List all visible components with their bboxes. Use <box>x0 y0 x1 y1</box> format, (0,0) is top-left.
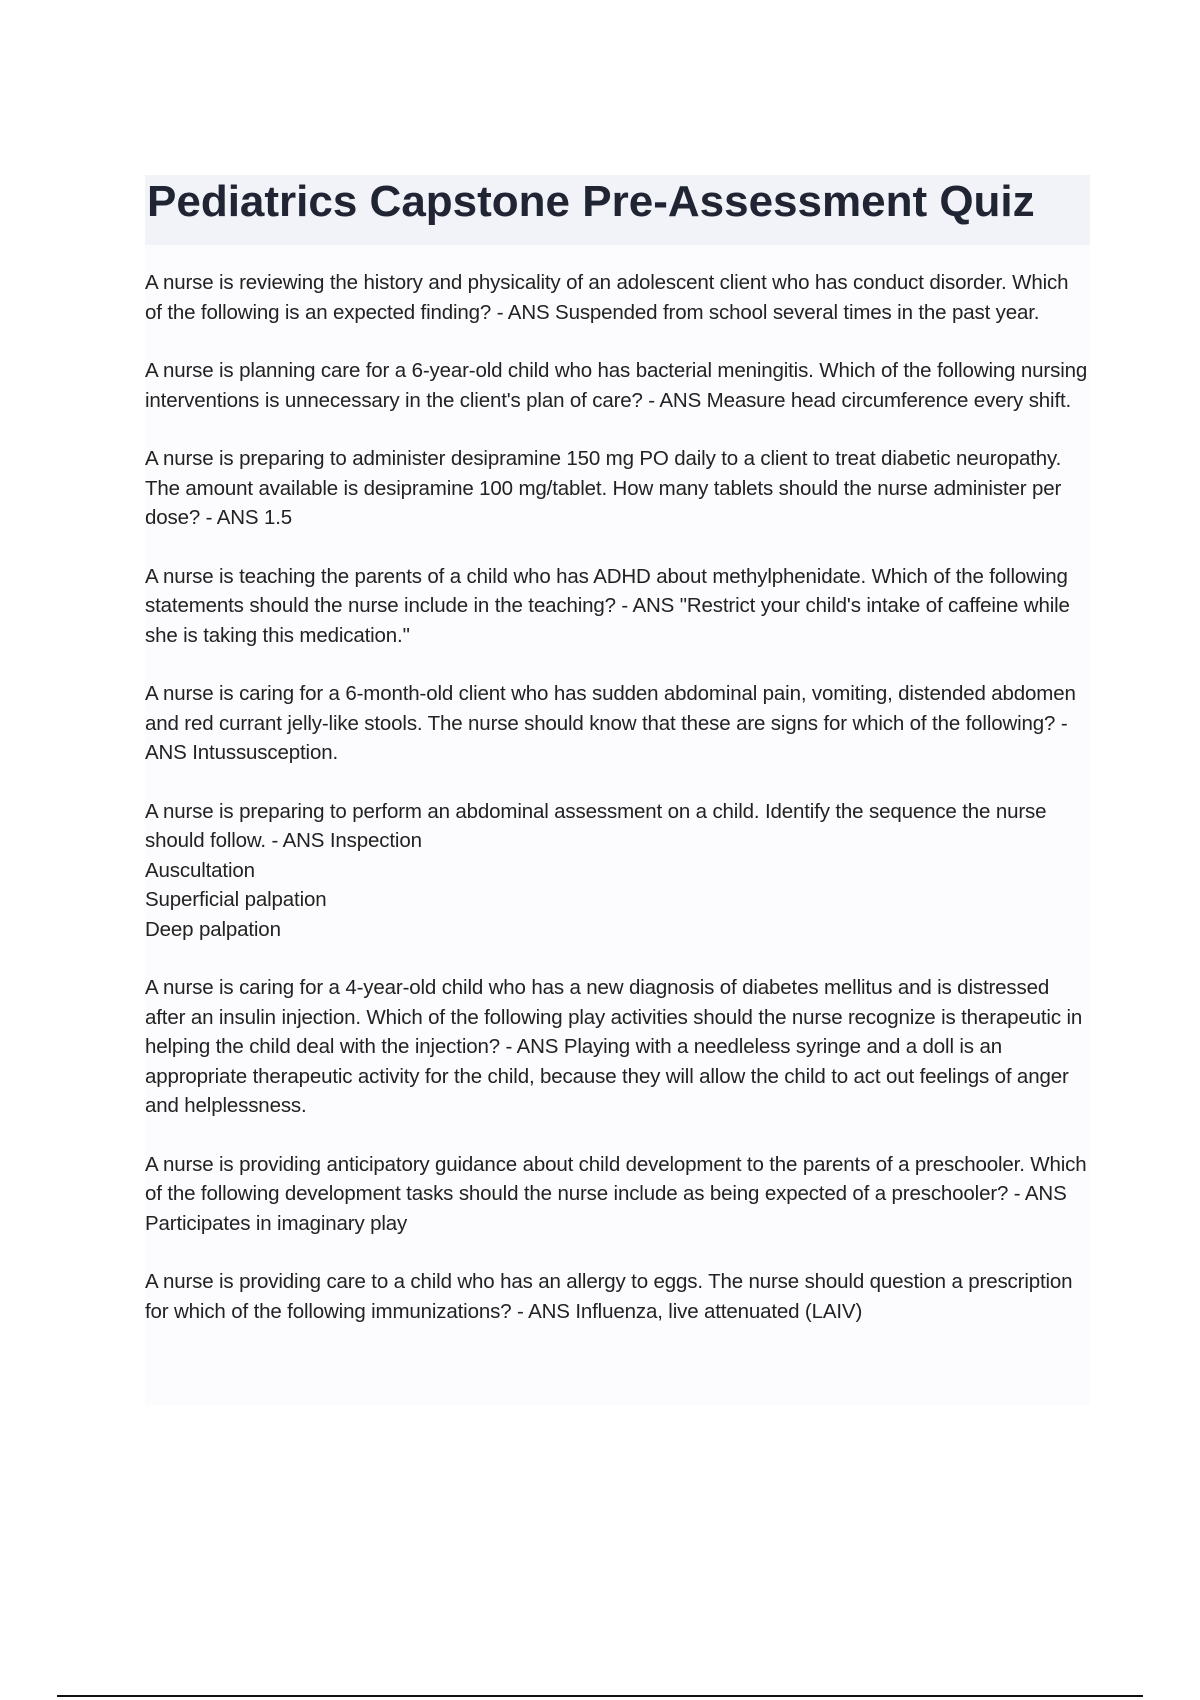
question-text: A nurse is providing care to a child who has an allergy to eggs. The nurse should question a prescription for which of the following immunizations? <box>145 1270 1073 1323</box>
footer-divider <box>57 1695 1143 1697</box>
qa-item <box>145 268 1090 327</box>
qa-item <box>145 444 1090 533</box>
answer-marker: - ANS <box>511 1299 576 1323</box>
question-text: A nurse is preparing to perform an abdominal assessment on a child. Identify the sequence the nurse should follow. <box>145 799 1047 852</box>
answer-marker: - ANS <box>265 829 330 852</box>
qa-item <box>145 797 1090 945</box>
answer-text: Participates in imaginary play <box>145 1211 408 1235</box>
question-text: A nurse is caring for a 4-year-old child who has a new diagnosis of diabetes mellitus and is distressed after an insulin injection. Which of the following play activities should the nurse recognize is therapeutic in helping the child deal with the injection? <box>145 976 1083 1058</box>
question-text: A nurse is preparing to administer desipramine 150 mg PO daily to a client to treat diabetic neuropathy. The amount available is desipramine 100 mg/tablet. How many tablets should the nurse administer per dose? <box>145 447 1062 529</box>
answer-text: "Restrict your child's intake of caffeine while she is taking this medication." <box>145 594 1070 647</box>
question-text: A nurse is planning care for a 6-year-old child who has bacterial meningitis. Which of the following nursing interventions is unnecessary in the client's plan of care? <box>145 359 1088 412</box>
page-title: Pediatrics Capstone Pre-Assessment Quiz <box>147 177 1035 226</box>
answer-text: Intussusception. <box>192 741 338 764</box>
question-text: A nurse is caring for a 6-month-old client who has sudden abdominal pain, vomiting, distended abdomen and red currant jelly-like stools. The nurse should know that these are signs for which of the following? <box>145 682 1076 735</box>
question-list <box>145 268 1090 1355</box>
answer-marker: - ANS <box>145 711 1068 764</box>
answer-marker: - ANS <box>642 388 707 412</box>
question-text: A nurse is teaching the parents of a child who has ADHD about methylphenidate. Which of the following statements should the nurse include in the teaching? <box>145 564 1068 617</box>
answer-marker: - ANS <box>1008 1182 1067 1205</box>
answer-text: 1.5 <box>264 506 293 529</box>
qa-item <box>145 973 1090 1121</box>
answer-text: Suspended from school several times in the past year. <box>555 300 1040 324</box>
qa-item <box>145 562 1090 651</box>
qa-item <box>145 679 1090 768</box>
answer-marker: - ANS <box>499 1035 564 1058</box>
qa-item <box>145 356 1090 415</box>
answer-marker: - ANS <box>200 506 264 529</box>
qa-item <box>145 1150 1090 1239</box>
answer-text: Inspection Auscultation Superficial palpation Deep palpation <box>145 829 422 941</box>
answer-text: Influenza, live attenuated (LAIV) <box>575 1299 863 1323</box>
answer-text: Measure head circumference every shift. <box>706 388 1072 412</box>
answer-text: Playing with a needleless syringe and a doll is an appropriate therapeutic activity for the child, because they will allow the child to act out feelings of anger and helplessness. <box>145 1035 1069 1117</box>
answer-marker: - ANS <box>491 300 556 324</box>
question-text: A nurse is reviewing the history and physicality of an adolescent client who has conduct disorder. Which of the following is an expected finding? <box>145 271 1069 324</box>
qa-item <box>145 1267 1090 1326</box>
question-text: A nurse is providing anticipatory guidance about child development to the parents of a preschooler. Which of the following development tasks should the nurse include as being expected of a preschooler? <box>145 1152 1087 1205</box>
answer-marker: - ANS <box>615 594 680 617</box>
